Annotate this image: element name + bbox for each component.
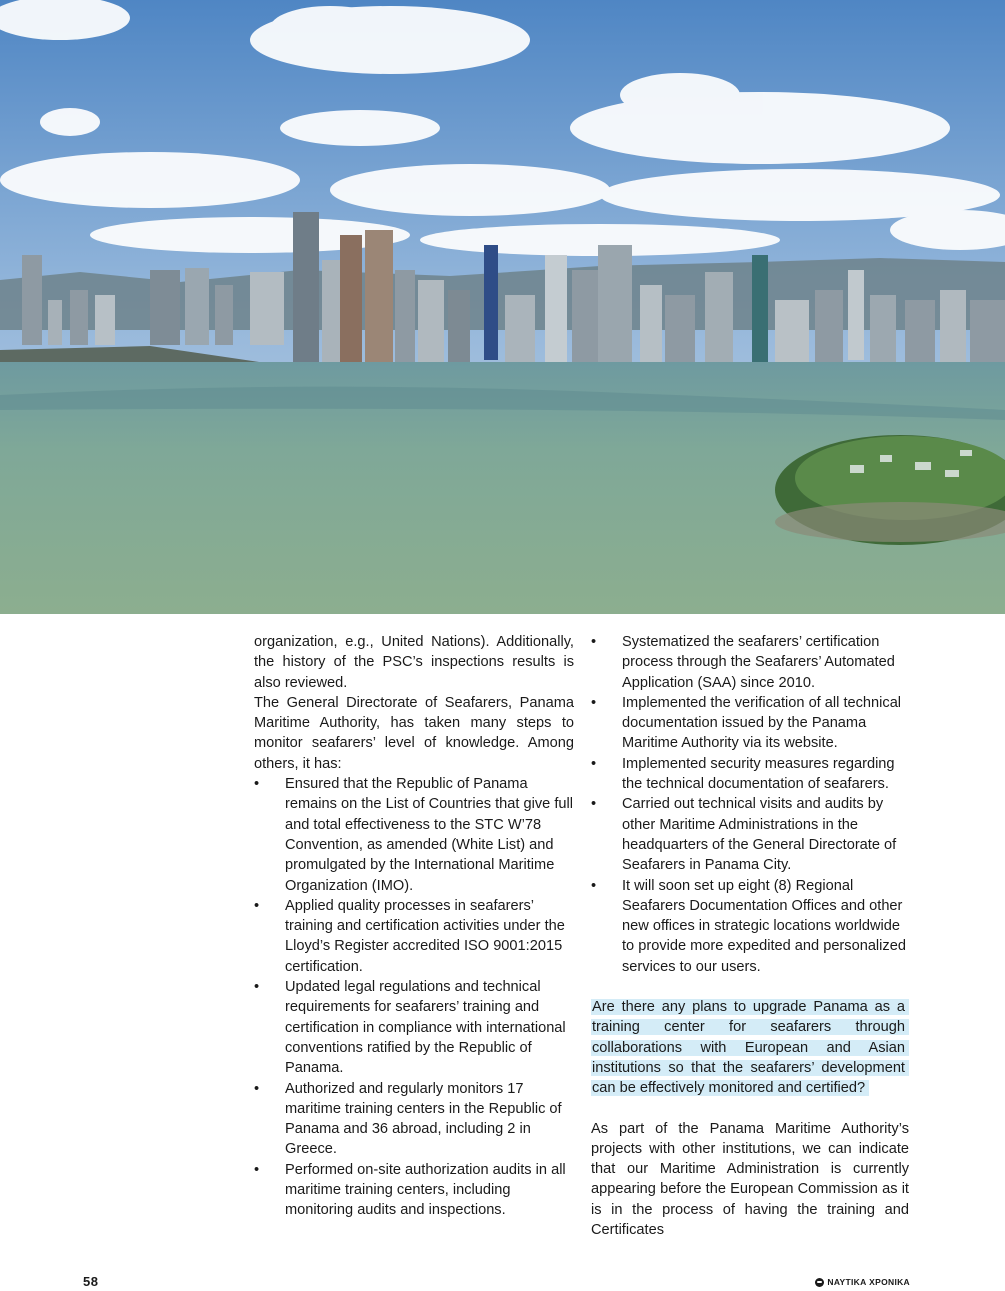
bullet-dot: • (254, 1161, 260, 1178)
magazine-logo-icon (815, 1278, 824, 1287)
right-column (591, 632, 909, 1240)
list-item: • Updated legal regulations and technical requirements for seafarers’ training and certification in compliance with international conventions ratified by the Republic of Panama. (254, 979, 566, 1077)
bullet-dot: • (591, 634, 597, 650)
bullet-dot: • (254, 897, 260, 914)
list-item: • Systematized the seafarers’ certification process through the Seafarers’ Automated Application (SAA) since 2010. (591, 634, 895, 691)
list-item: • Carried out technical visits and audits by other Maritime Administrations in the headquarters of the General Directorate of Seafarers in Panama City. (591, 796, 897, 874)
left-column (254, 632, 574, 1221)
highlighted-question-text: Are there any plans to upgrade Panama as a training center for seafarers through collaborations with European and Asian institutions so that the seafarers’ development can be effectively monitored and certified? (591, 999, 909, 1096)
skyline-illustration (0, 0, 1005, 614)
list-item: • It will soon set up eight (8) Regional Seafarers Documentation Offices and other new offices in strategic locations worldwide to provide more expedited and personalized services to our users. (591, 877, 906, 975)
list-item: • Performed on-site authorization audits in all maritime training centers, including monitoring audits and inspections. (254, 1161, 566, 1219)
left-bullet-list (254, 774, 574, 1221)
interview-question (591, 997, 909, 1098)
list-item: • Applied quality processes in seafarers’ training and certification activities under the Lloyd’s Register accredited ISO 9001:2015 certification. (254, 897, 565, 975)
bullet-dot: • (591, 694, 597, 711)
magazine-footer (815, 1277, 910, 1287)
list-item: • Implemented security measures regarding the technical documentation of seafarers. (591, 755, 895, 793)
page-number: 58 (83, 1274, 99, 1289)
bullet-dot: • (591, 755, 597, 772)
bullet-dot: • (254, 1080, 260, 1097)
intro-paragraph: organization, e.g., United Nations). Additionally, the history of the PSC’s inspections results is also reviewed. (254, 634, 574, 691)
list-item: • Authorized and regularly monitors 17 maritime training centers in the Republic of Panama and 36 abroad, including 2 in Greece. (254, 1080, 562, 1158)
bullet-dot: • (254, 979, 260, 996)
bullet-dot: • (254, 776, 260, 793)
steps-intro-paragraph: The General Directorate of Seafarers, Panama Maritime Authority, has taken many steps to monitor seafarers’ level of knowledge. Among others, it has: (254, 694, 574, 772)
list-item: • Ensured that the Republic of Panama remains on the List of Countries that give full and total effectiveness to the STC W’78 Convention, as amended (White List) and promulgated by the International Maritime Organization (IMO). (254, 776, 573, 894)
answer-paragraph: As part of the Panama Maritime Authority’s projects with other institutions, we can indicate that our Maritime Administration is currently appearing before the European Commission as it is in the process of having the training and Certificates (591, 1120, 909, 1239)
bullet-dot: • (591, 877, 597, 894)
bullet-dot: • (591, 796, 597, 813)
list-item: • Implemented the verification of all technical documentation issued by the Panama Maritime Authority via its website. (591, 694, 902, 752)
right-bullet-list (591, 632, 909, 977)
magazine-name: ΝΑΥΤΙΚΑ ΧΡΟΝΙΚΑ (827, 1277, 910, 1287)
hero-photo-panama-city-skyline (0, 0, 1005, 614)
